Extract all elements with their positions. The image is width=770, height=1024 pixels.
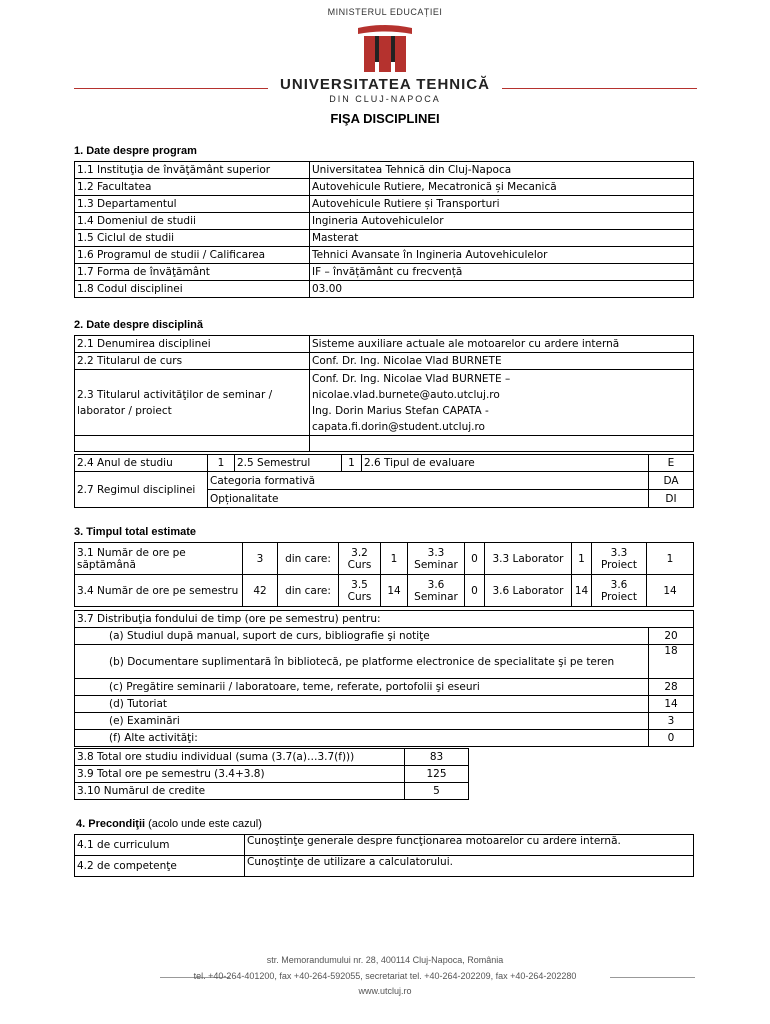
table-row (75, 213, 694, 230)
weekly-course-label: 3.2 Curs (339, 543, 381, 575)
ministry-label: MINISTERUL EDUCAȚIEI (327, 7, 443, 17)
program-field-value: Masterat (310, 230, 694, 247)
table-row (75, 281, 694, 298)
table-row (75, 179, 694, 196)
total-label: 3.9 Total ore pe semestru (3.4+3.8) (75, 766, 405, 783)
program-field-label: 1.6 Programul de studii / Calificarea (75, 247, 310, 264)
formative-category-value: DA (649, 472, 694, 490)
weekly-lab-value: 1 (572, 543, 592, 575)
time-distribution-table (74, 610, 694, 747)
semester-course-label: 3.5 Curs (339, 575, 381, 607)
program-field-value: Ingineria Autovehiculelor (310, 213, 694, 230)
formative-category-label: Categoria formativă (208, 472, 649, 490)
regime-label: 2.7 Regimul disciplinei (75, 472, 208, 508)
document-title: FIŞA DISCIPLINEI (330, 111, 440, 126)
section-4-title (76, 818, 262, 830)
semester-seminar-label: 3.6 Seminar (408, 575, 465, 607)
seminar-holder-label (75, 370, 310, 436)
distribution-title: 3.7 Distribuţia fondului de timp (ore pe semestru) pentru: (75, 611, 694, 628)
table-row (75, 749, 469, 766)
table-row (75, 696, 694, 713)
weekly-project-value: 1 (647, 543, 694, 575)
section-2-title: 2. Date despre disciplină (74, 319, 203, 331)
table-row (75, 835, 694, 856)
semester-hours-total: 42 (243, 575, 278, 607)
program-field-label: 1.3 Departamentul (75, 196, 310, 213)
university-name: UNIVERSITATEA TEHNICĂ (280, 76, 490, 93)
distribution-item-label: (a) Studiul după manual, suport de curs, bibliografie şi notiţe (75, 628, 649, 645)
course-holder-label: 2.2 Titularul de curs (75, 353, 310, 370)
semester-project-label: 3.6 Proiect (592, 575, 647, 607)
precondition-value: Cunoştinţe generale despre funcţionarea motoarelor cu ardere internă. (245, 835, 694, 856)
weekly-project-label: 3.3 Proiect (592, 543, 647, 575)
seminar-holder-email1: nicolae.vlad.burnete@auto.utcluj.ro (312, 388, 500, 401)
totals-table (74, 748, 469, 800)
section-3-title: 3. Timpul total estimate (74, 526, 197, 538)
distribution-item-label: (c) Pregătire seminarii / laboratoare, teme, referate, portofolii şi eseuri (75, 679, 649, 696)
seminar-holder-value (310, 370, 694, 436)
semester-value: 1 (342, 455, 362, 472)
semester-lab-value: 14 (572, 575, 592, 607)
seminar-holder-label-line1: 2.3 Titularul activităţilor de seminar / (77, 388, 273, 401)
total-value: 5 (405, 783, 469, 800)
table-row (75, 713, 694, 730)
seminar-holder-email2: capata.fi.dorin@student.utcluj.ro (312, 420, 485, 433)
optionality-value: DI (649, 490, 694, 508)
program-field-value: Autovehicule Rutiere și Transporturi (310, 196, 694, 213)
weekly-lab-label: 3.3 Laborator (485, 543, 572, 575)
table-row (75, 247, 694, 264)
weekly-seminar-value: 0 (465, 543, 485, 575)
semester-label: 2.5 Semestrul (235, 455, 342, 472)
table-row (75, 162, 694, 179)
empty-cell (310, 436, 694, 452)
discipline-name-value: Sisteme auxiliare actuale ale motoarelor cu ardere internă (310, 336, 694, 353)
evaluation-label: 2.6 Tipul de evaluare (362, 455, 649, 472)
distribution-item-value: 20 (649, 628, 694, 645)
program-table (74, 161, 694, 298)
total-label: 3.10 Numărul de credite (75, 783, 405, 800)
semester-course-value: 14 (381, 575, 408, 607)
semester-hours-label: 3.4 Număr de ore pe semestru (75, 575, 243, 607)
distribution-item-label: (b) Documentare suplimentară în bibliotecă, pe platforme electronice de specialitate şi pe teren (75, 645, 649, 679)
program-field-label: 1.4 Domeniul de studii (75, 213, 310, 230)
course-holder-value: Conf. Dr. Ing. Nicolae Vlad BURNETE (310, 353, 694, 370)
din-care-label: din care: (278, 575, 339, 607)
regime-table (74, 471, 694, 508)
precondition-value: Cunoştinţe de utilizare a calculatorului. (245, 856, 694, 877)
weekly-hours-label: 3.1 Număr de ore pe săptămână (75, 543, 243, 575)
table-row (75, 730, 694, 747)
program-field-label: 1.1 Instituţia de învăţământ superior (75, 162, 310, 179)
section-4-title-note: (acolo unde este cazul) (145, 818, 262, 830)
semester-project-value: 14 (647, 575, 694, 607)
distribution-item-label: (d) Tutoriat (75, 696, 649, 713)
evaluation-value: E (649, 455, 694, 472)
empty-cell (75, 436, 310, 452)
footer-contacts: tel. +40-264-401200, fax +40-264-592055, secretariat tel. +40-264-202209, fax +40-264-202280 (193, 971, 577, 981)
precondition-label: 4.1 de curriculum (75, 835, 245, 856)
program-field-label: 1.8 Codul disciplinei (75, 281, 310, 298)
program-field-value: Universitatea Tehnică din Cluj-Napoca (310, 162, 694, 179)
din-care-label: din care: (278, 543, 339, 575)
distribution-item-label: (e) Examinări (75, 713, 649, 730)
study-year-value: 1 (208, 455, 235, 472)
table-row (75, 628, 694, 645)
total-value: 125 (405, 766, 469, 783)
program-field-value: IF – învățământ cu frecvență (310, 264, 694, 281)
program-field-value: 03.00 (310, 281, 694, 298)
weekly-hours-total: 3 (243, 543, 278, 575)
total-value: 83 (405, 749, 469, 766)
distribution-item-label: (f) Alte activităţi: (75, 730, 649, 747)
seminar-holder-label-line2: laborator / proiect (77, 404, 172, 417)
footer-website[interactable]: www.utcluj.ro (358, 986, 412, 996)
preconditions-table (74, 834, 694, 877)
distribution-item-value: 3 (649, 713, 694, 730)
distribution-item-value: 0 (649, 730, 694, 747)
table-row (75, 645, 694, 679)
weekly-seminar-label: 3.3 Seminar (408, 543, 465, 575)
precondition-label: 4.2 de competenţe (75, 856, 245, 877)
study-year-label: 2.4 Anul de studiu (75, 455, 208, 472)
semester-lab-label: 3.6 Laborator (485, 575, 572, 607)
program-field-value: Tehnici Avansate în Ingineria Autovehiculelor (310, 247, 694, 264)
program-field-label: 1.2 Facultatea (75, 179, 310, 196)
distribution-item-value: 14 (649, 696, 694, 713)
discipline-name-label: 2.1 Denumirea disciplinei (75, 336, 310, 353)
table-row (75, 766, 469, 783)
program-field-value: Autovehicule Rutiere, Mecatronică și Mecanică (310, 179, 694, 196)
distribution-item-value: 28 (649, 679, 694, 696)
table-row (75, 679, 694, 696)
section-4-title-bold: 4. Precondiţii (76, 818, 146, 830)
time-table (74, 542, 694, 607)
footer-address: str. Memorandumului nr. 28, 400114 Cluj-Napoca, România (266, 955, 504, 965)
seminar-holder-line3: Ing. Dorin Marius Stefan CAPATA - (312, 404, 489, 417)
study-year-table (74, 454, 694, 472)
seminar-holder-line1: Conf. Dr. Ing. Nicolae Vlad BURNETE – (312, 372, 511, 385)
table-row (75, 264, 694, 281)
discipline-table (74, 335, 694, 452)
university-logo (350, 24, 420, 74)
total-label: 3.8 Total ore studiu individual (suma (3.7(a)…3.7(f))) (75, 749, 405, 766)
semester-seminar-value: 0 (465, 575, 485, 607)
table-row (75, 783, 469, 800)
program-field-label: 1.7 Forma de învăţământ (75, 264, 310, 281)
table-row (75, 230, 694, 247)
table-row (75, 856, 694, 877)
section-1-title: 1. Date despre program (74, 145, 197, 157)
weekly-course-value: 1 (381, 543, 408, 575)
table-row (75, 196, 694, 213)
distribution-item-value: 18 (649, 645, 694, 679)
optionality-label: Opționalitate (208, 490, 649, 508)
university-city: DIN CLUJ-NAPOCA (329, 94, 441, 104)
program-field-label: 1.5 Ciclul de studii (75, 230, 310, 247)
